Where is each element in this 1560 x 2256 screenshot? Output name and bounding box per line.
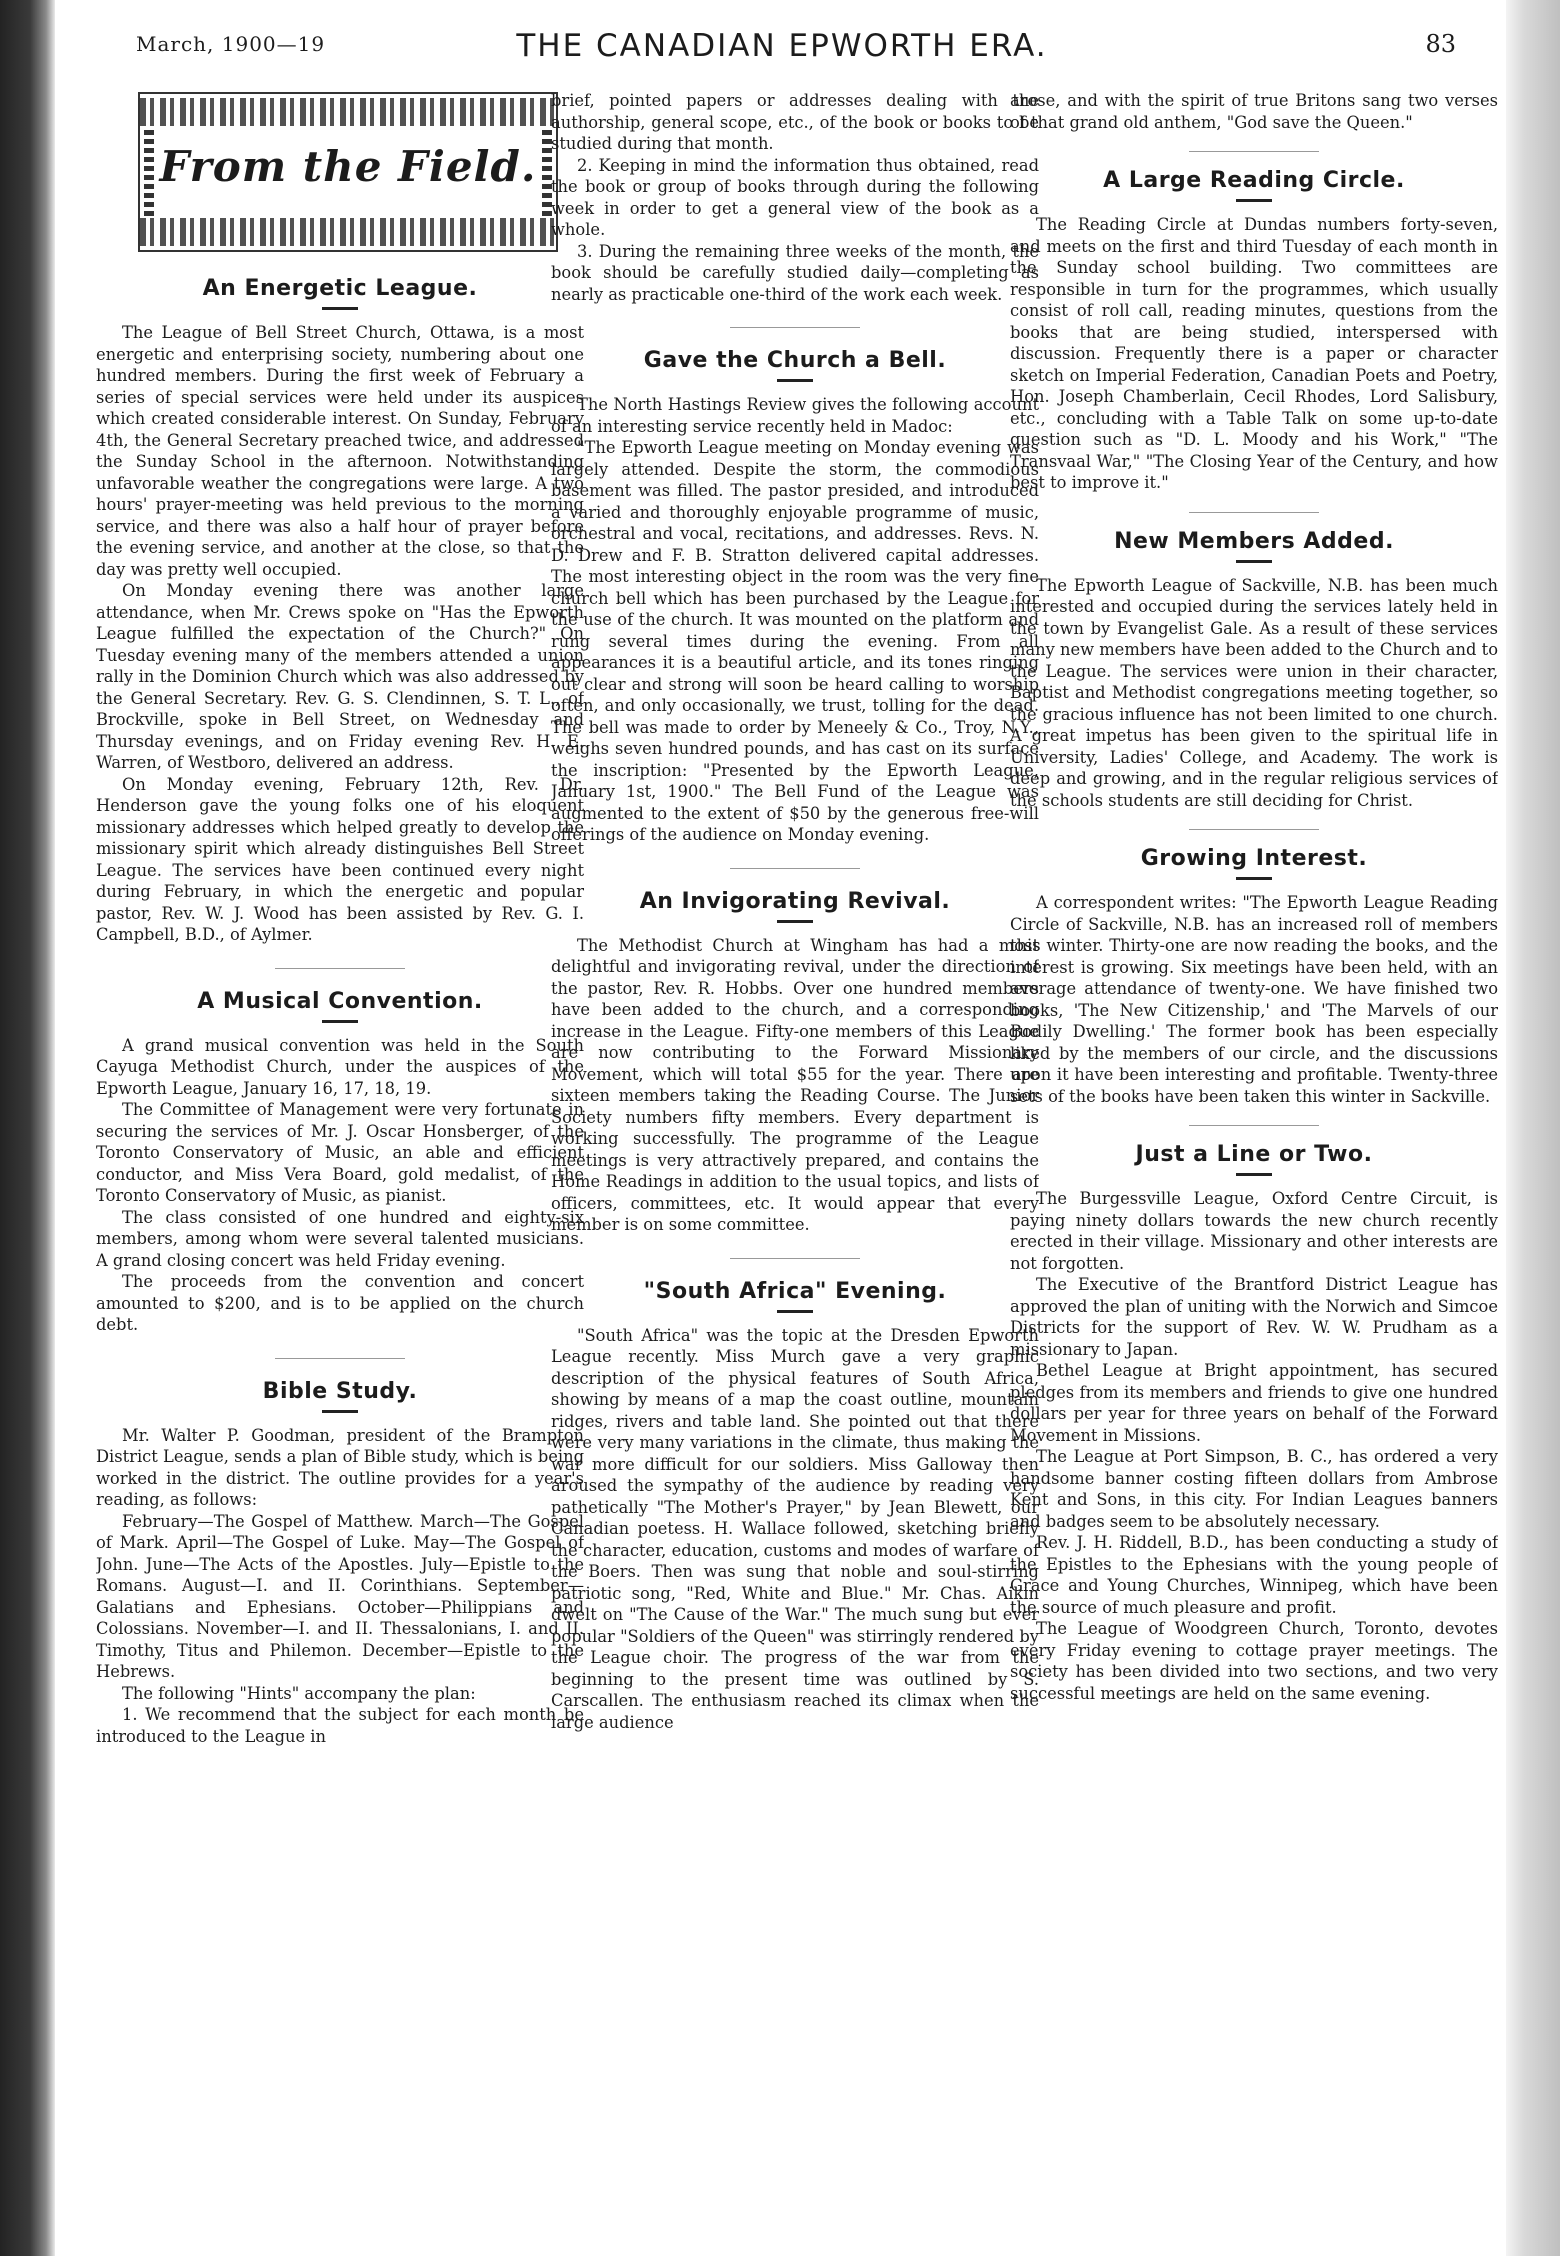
article-title: "South Africa" Evening. (643, 1278, 947, 1304)
article-paragraph: "The Epworth League meeting on Monday evening was largely attended. Despite the storm, the commodious basement was filled. The pastor presided, and introduced a varied and thoroughly enjoyable programme of music, orchestral and vocal, recitations, and addresses. Revs. N. D. Drew and F. B. Stratton delivered capital addresses. The most interesting object in the room was the very fine church bell which has been purchased by the League for the use of the church. It was mounted on the platform and rung several times during the evening. From all appearances it is a beautiful article, and its tones ringing out clear and strong will soon be heard calling to worship often, and only occasionally, we trust, tolling for the dead. The bell was made to order by Meneely & Co., Troy, N.Y., weighs seven hundred pounds, and has cast on its surface the inscription: "Presented by the Epworth League, January 1st, 1900." The Bell Fund of the League was augmented to the extent of $50 by the generous free-will offerings of the audience on Monday evening. (551, 438, 1039, 844)
title-rule (1236, 560, 1272, 563)
article-paragraph: 1. We recommend that the subject for each month be introduced to the League in (96, 1705, 584, 1746)
article-paragraph: arose, and with the spirit of true Britons sang two verses of that grand old anthem, "God save the Queen." (1010, 91, 1498, 132)
article-paragraph: The proceeds from the convention and concert amounted to $200, and is to be applied on the church debt. (96, 1272, 584, 1334)
article-separator (275, 1358, 405, 1359)
ornament-border-top (140, 98, 556, 126)
column-2 (551, 90, 1039, 2246)
article-title: Gave the Church a Bell. (643, 348, 947, 373)
section-masthead (138, 92, 558, 252)
header-page-number: 83 (1425, 30, 1456, 58)
article-separator (730, 327, 860, 328)
article-title: An Energetic League. (202, 276, 478, 301)
article-separator (1189, 829, 1319, 830)
article-separator (730, 868, 860, 869)
article-separator (730, 1258, 860, 1259)
article-paragraph: On Monday evening there was another large attendance, when Mr. Crews spoke on "Has the Epworth League fulfilled the expectation of the Church?" On Tuesday evening many of the members attended a union rally in the Dominion Church which was also addressed by the General Secretary. Rev. G. S. Clendinnen, S. T. L., of Brockville, spoke in Bell Street, on Wednesday and Thursday evenings, and on Friday evening Rev. H. E. Warren, of Westboro, delivered an address. (96, 581, 584, 772)
article-paragraph: February—The Gospel of Matthew. March—The Gospel of Mark. April—The Gospel of Luke. May—The Gospel of John. June—The Acts of the Apostles. July—Epistle to the Romans. August—I. and II. Corinthians. September—Galatians and Ephesians. October—Philippians and Colossians. November—I. and II. Thessalonians, I. and II. Timothy, Titus and Philemon. December—Epistle to the Hebrews. (96, 1511, 584, 1681)
column-3 (1010, 90, 1498, 2246)
title-rule (322, 1410, 358, 1413)
article-title: Growing Interest. (1140, 846, 1368, 871)
article-paragraph: Mr. Walter P. Goodman, president of the Brampton District League, sends a plan of Bible study, which is being worked in the district. The outline provides for a year's reading, as follows: (96, 1425, 584, 1509)
article-paragraph: 3. During the remaining three weeks of the month, the book should be carefully studied daily—completing as nearly as practicable one-third of the work each week. (551, 241, 1039, 304)
article-paragraph: The Reading Circle at Dundas numbers forty-seven, and meets on the first and third Tuesday of each month in the Sunday school building. Two committees are responsible in turn for the programmes, which usually consist of roll call, reading minutes, questions from the books that are being studied, interspersed with discussion. Frequently there is a paper or character sketch on Imperial Federation, Canadian Poets and Poetry, Hon. Joseph Chamberlain, Cecil Rhodes, Lord Salisbury, etc., concluding with a Table Talk on some up-to-date question such as "D. L. Moody and his Work," "The Transvaal War," "The Closing Year of the Century, and how best to improve it." (1010, 215, 1498, 492)
article-title: Just a Line or Two. (1135, 1142, 1373, 1167)
article-separator (275, 968, 405, 969)
article-just-a-line (1010, 1142, 1498, 1704)
article-paragraph: The League of Bell Street Church, Ottawa, is a most energetic and enterprising society, numbering about one hundred members. During the first week of February a series of special services were held under its auspices which created considerable interest. On Sunday, February 4th, the General Secretary preached twice, and addressed the Sunday School in the afternoon. Notwithstanding unfavorable weather the congregations were large. A two hours' prayer-meeting was held previous to the morning service, and there was also a half hour of prayer before the evening service, and another at the close, so that the day was pretty well occupied. (96, 323, 584, 579)
article-bible-study (96, 1379, 584, 1748)
article-paragraph: On Monday evening, February 12th, Rev. Dr. Henderson gave the young folks one of his eloquent missionary addresses which helped greatly to develop the missionary spirit which already distinguishes Bell Street League. The services have been continued every night during February, in which the energetic and popular pastor, Rev. W. J. Wood has been assisted by Rev. G. I. Campbell, B.D., of Aylmer. (96, 774, 584, 944)
article-title: A Large Reading Circle. (1103, 168, 1405, 193)
article-south-africa-continued (1010, 90, 1498, 152)
article-separator (1189, 512, 1319, 513)
article-paragraph: The Committee of Management were very fortunate in securing the services of Mr. J. Oscar Honsberger, of the Toronto Conservatory of Music, an able and efficient conductor, and Miss Vera Board, gold medalist, of the Toronto Conservatory of Music, as pianist. (96, 1100, 584, 1205)
title-rule (1236, 199, 1272, 202)
page-header (58, 28, 1506, 68)
article-paragraph: The Epworth League of Sackville, N.B. has been much interested and occupied during the services lately held in the town by Evangelist Gale. As a result of these services many new members have been added to the Church and to the League. The services were union in their character, Baptist and Methodist congregations meeting together, so the gracious influence has not been limited to one church. A great impetus has been given to the spiritual life in University, Ladies' College, and Academy. The work is deep and growing, and in the regular religious services of the schools students are still deciding for Christ. (1010, 575, 1498, 810)
article-paragraph: The class consisted of one hundred and eighty-six members, among whom were several talented musicians. A grand closing concert was held Friday evening. (96, 1207, 584, 1270)
newspaper-page (58, 0, 1506, 2256)
title-rule (1236, 877, 1272, 880)
masthead-title: From the Field. (159, 142, 537, 191)
article-invigorating-revival (551, 889, 1039, 1259)
article-paragraph: The North Hastings Review gives the following account of an interesting service recently held in Madoc: (551, 395, 1039, 436)
article-new-members-added (1010, 529, 1498, 831)
article-paragraph: The Burgessville League, Oxford Centre Circuit, is paying ninety dollars towards the new church recently erected in their village. Missionary and other interests are not forgotten. (1010, 1189, 1498, 1273)
article-paragraph: The League at Port Simpson, B. C., has ordered a very handsome banner costing fifteen dollars from Ambrose Kent and Sons, in this city. For Indian Leagues banners and badges seem to be absolutely necessary. (1010, 1447, 1498, 1531)
ornament-border-bottom (140, 218, 556, 246)
title-rule (777, 379, 813, 382)
title-rule (322, 307, 358, 310)
title-rule (777, 920, 813, 923)
header-title: THE CANADIAN EPWORTH ERA. (516, 28, 1048, 64)
scan-right-edge (1506, 0, 1560, 2256)
article-church-bell (551, 348, 1039, 869)
article-title: An Invigorating Revival. (639, 888, 951, 914)
article-separator (1189, 1125, 1319, 1126)
article-paragraph: "South Africa" was the topic at the Dresden Epworth League recently. Miss Murch gave a very graphic description of the physical features of South Africa, showing by means of a map the coast outline, mountain ridges, rivers and table land. She pointed out that there were very many variations in the climate, thus making the war more difficult for our soldiers. Miss Galloway then aroused the sympathy of the audience by reading very pathetically "The Mother's Prayer," by Jean Blewett, our Canadian poetess. H. Wallace followed, sketching briefly the character, education, customs and modes of warfare of the Boers. Then was sung that noble and soul-stirring patriotic song, "Red, White and Blue." Mr. Chas. Aikin dwelt on "The Cause of the War." The much sung but ever popular "Soldiers of the Queen" was stirringly rendered by the League choir. The progress of the war from the beginning to the present time was outlined by S. Carscallen. The enthusiasm reached its climax when the large audience (551, 1325, 1039, 1732)
title-rule (777, 1310, 813, 1313)
article-paragraph: The following "Hints" accompany the plan: (122, 1683, 476, 1703)
article-large-reading-circle (1010, 168, 1498, 513)
article-title: A Musical Convention. (197, 988, 483, 1014)
article-paragraph: brief, pointed papers or addresses dealing with the authorship, general scope, etc., of the book or books to be studied during that month. (551, 91, 1039, 153)
article-paragraph: A correspondent writes: "The Epworth League Reading Circle of Sackville, N.B. has an increased roll of members this winter. Thirty-one are now reading the books, and the interest is growing. Six meetings have been held, with an average attendance of twenty-one. We have finished two books, 'The New Citizenship,' and 'The Marvels of our Bodily Dwelling.' The former book has been especially liked by the members of our circle, and the discussions upon it have been interesting and profitable. Twenty-three sets of the books have been taken this winter in Sackville. (1010, 893, 1498, 1106)
article-energetic-league (96, 276, 584, 969)
article-separator (1189, 151, 1319, 152)
article-title: New Members Added. (1114, 528, 1394, 554)
article-title: Bible Study. (262, 1378, 418, 1404)
article-paragraph: The League of Woodgreen Church, Toronto, devotes every Friday evening to cottage prayer meetings. The society has been divided into two sections, and two very successful meetings are held on the same evening. (1010, 1619, 1498, 1703)
article-bible-study-continued (551, 90, 1039, 328)
title-rule (1236, 1173, 1272, 1176)
article-growing-interest (1010, 846, 1498, 1126)
column-1 (96, 90, 584, 2246)
article-paragraph: 2. Keeping in mind the information thus obtained, read the book or group of books through during the following week in order to get a general view of the book as a whole. (551, 155, 1039, 239)
article-musical-convention (96, 989, 584, 1359)
article-paragraph: Rev. J. H. Riddell, B.D., has been conducting a study of the Epistles to the Ephesians with the young people of Grace and Young Churches, Winnipeg, which have been the source of much pleasure and profit. (1010, 1533, 1498, 1617)
article-paragraph: The Executive of the Brantford District League has approved the plan of uniting with the Norwich and Simcoe Districts for the support of Rev. W. W. Prudham as a missionary to Japan. (1010, 1275, 1498, 1359)
header-date: March, 1900—19 (136, 32, 326, 56)
article-paragraph: The Methodist Church at Wingham has had a most delightful and invigorating revival, under the direction of the pastor, Rev. R. Hobbs. Over one hundred members have been added to the church, and a corresponding increase in the League. Fifty-one members of this League are now contributing to the Forward Missionary Movement, which will total $55 for the year. There are sixteen members taking the Reading Course. The Junior Society numbers fifty members. Every department is working successfully. The programme of the League meetings is very attractively prepared, and contains the Home Readings in addition to the usual topics, and lists of officers, committees, etc. It would appear that every member is on some committee. (551, 935, 1039, 1234)
article-paragraph: A grand musical convention was held in the South Cayuga Methodist Church, under the auspices of the Epworth League, January 16, 17, 18, 19. (96, 1035, 584, 1098)
article-south-africa-evening (551, 1279, 1039, 1734)
title-rule (322, 1020, 358, 1023)
scan-binding-edge (0, 0, 55, 2256)
article-paragraph: Bethel League at Bright appointment, has secured pledges from its members and friends to give one hundred dollars per year for three years on behalf of the Forward Movement in Missions. (1010, 1361, 1498, 1445)
